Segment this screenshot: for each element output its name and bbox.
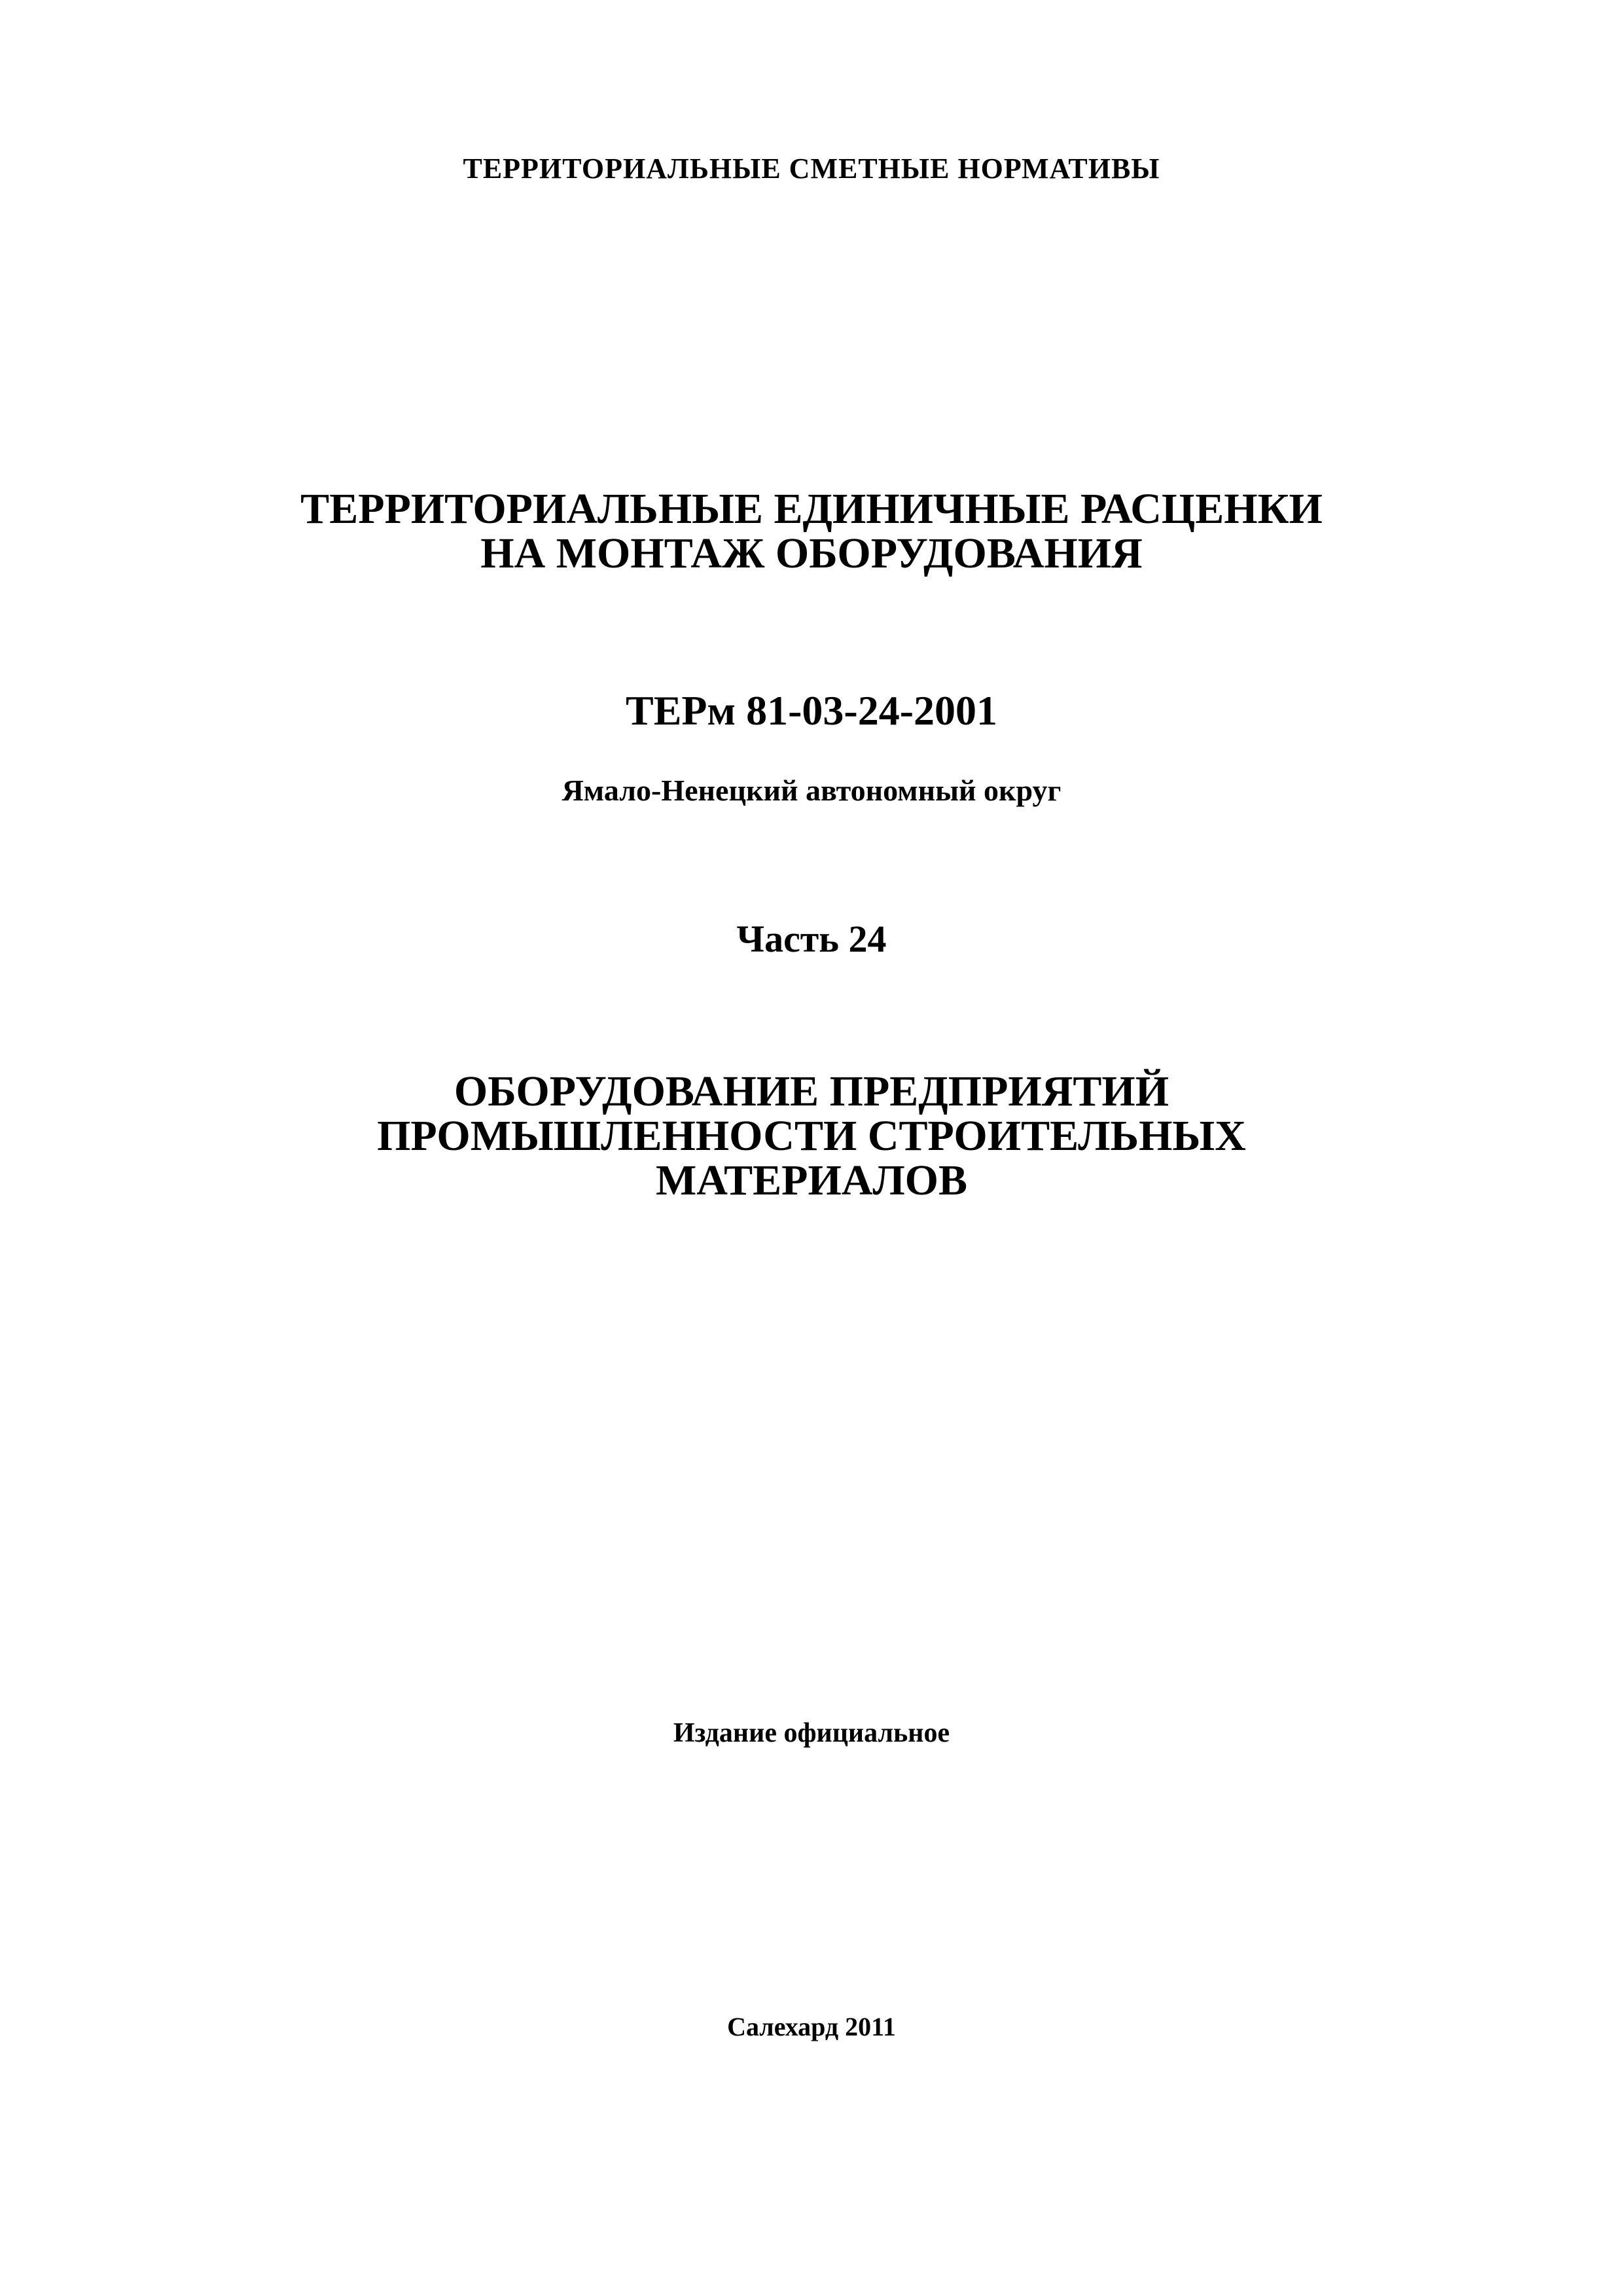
document-title-line-2: НА МОНТАЖ ОБОРУДОВАНИЯ [480,529,1143,577]
region-name: Ямало-Ненецкий автономный округ [562,774,1061,807]
document-title-line-1: ТЕРРИТОРИАЛЬНЫЕ ЕДИНИЧНЫЕ РАСЦЕНКИ [300,485,1323,533]
section-title-line-2: ПРОМЫШЛЕННОСТИ СТРОИТЕЛЬНЫХ [377,1112,1246,1160]
document-code: ТЕРм 81-03-24-2001 [626,687,997,734]
part-number: Часть 24 [736,918,887,960]
section-title-line-1: ОБОРУДОВАНИЕ ПРЕДПРИЯТИЙ [454,1067,1169,1115]
series-heading: ТЕРРИТОРИАЛЬНЫЕ СМЕТНЫЕ НОРМАТИВЫ [463,152,1160,185]
edition-note: Издание официальное [673,1718,950,1748]
section-title-line-3: МАТЕРИАЛОВ [655,1157,968,1204]
place-and-year: Салехард 2011 [727,2012,896,2041]
